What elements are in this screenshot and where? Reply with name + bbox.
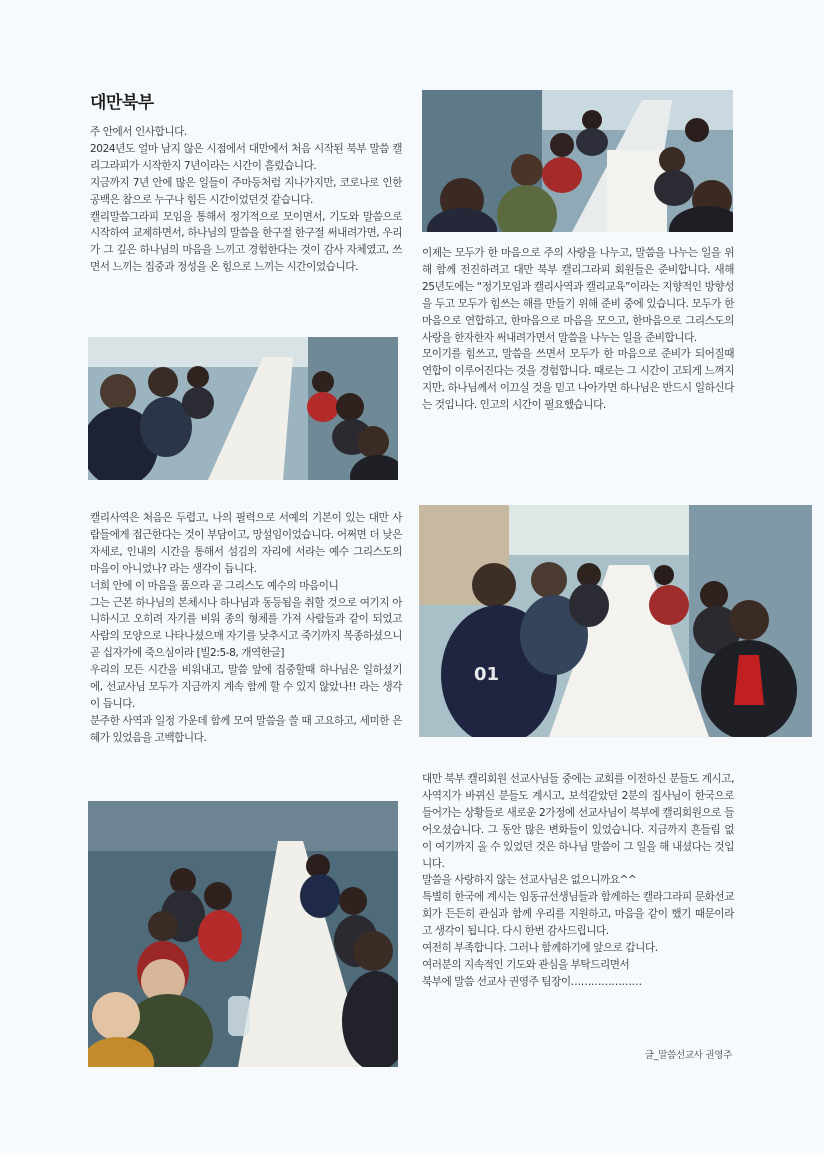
author-byline: 글_말씀선교사 권영주 <box>644 1050 732 1061</box>
text-line: 말씀을 사랑하지 않는 선교사님은 없으니까요^^ <box>422 874 637 887</box>
text-line: 특별히 한국에 계시는 임동규선생님들과 함께하는 캘라그라피 문화선교회가 든든히 관심과 함께 우리를 지원하고, 마음을 같이 했기 때문이라고 생각이 됩니다. 다시 한번 감사드립니다. <box>422 891 734 938</box>
sweater-number: 01 <box>474 664 500 685</box>
closing-paragraphs <box>422 771 734 991</box>
group-photo-3 <box>419 505 812 737</box>
text-line: 우리의 모든 시간을 비워내고, 말씀 앞에 집중할때 하나님은 일하셨기에, 선교사님 모두가 지금까지 계속 함께 할 수 있지 않았나!! 라는 생각이 듭니다. <box>90 664 402 710</box>
text-line: 2024년도 얼마 남지 않은 시점에서 대만에서 처음 시작된 북부 말씀 캘리그라피가 시작한지 7년이라는 시간이 흘렀습니다. <box>90 142 402 172</box>
text-line: 여전히 부족합니다. 그러나 함께하기에 앞으로 갑니다. <box>422 942 658 955</box>
group-photo-4 <box>88 801 398 1067</box>
text-line: 캘리사역은 처음은 두렵고, 나의 필력으로 서예의 기본이 있는 대만 사람들에게 접근한다는 것이 부담이고, 망설임이었습니다. 어쩌면 더 낮은 자세로, 인내의 시간을 통해서 섬김의 자리에 서라는 예수 그리스도의 마음이 아니었나? 라는 생각이 듭니다. <box>90 512 402 575</box>
group-photo-1 <box>422 90 733 232</box>
text-line: 모이기를 힘쓰고, 말씀을 쓰면서 모두가 한 마음으로 준비가 되어질때 연합이 이루어진다는 것을 경험합니다. 때로는 그 시간이 고되게 느껴지지만, 하나님께서 이끄실 것을 믿고 나아가면 하나님은 반드시 일하신다는 것입니다. 인고의 시간이 필요했습니다. <box>422 348 734 412</box>
ministry-paragraphs <box>90 510 402 747</box>
text-line: 분주한 사역과 일정 가운데 함께 모여 말씀을 쓸 때 고요하고, 세미한 은혜가 있었음을 고백합니다. <box>90 714 402 744</box>
text-line: 너희 안에 이 마음을 품으라 곧 그리스도 예수의 마음이니 <box>90 579 339 592</box>
text-line: 주 안에서 인사합니다. <box>90 126 187 138</box>
text-line: 이제는 모두가 한 마음으로 주의 사랑을 나누고, 말씀을 나누는 일을 위해 함께 전진하려고 대만 북부 캘리그라피 회원들은 준비합니다. 새해 25년도에는 “정기모임과 캘리사역과 캘리교육”이라는 지향적인 방향성을 두고 모두가 힘쓰는 해를 만들기 위해 준비 중에 있습니다. 모두가 한마음으로 연합하고, 한마음으로 마음을 모으고, 한마음으로 그리스도의 사랑을 한자한자 써내려가면서 말씀을 나누는 일을 준비합니다. <box>422 247 734 344</box>
text-line: 대만 북부 캘리회원 선교사님들 중에는 교회를 이전하신 분들도 계시고, 사역지가 바뀌신 분들도 계시고, 보석같았던 2분의 집사님이 한국으로 들어가는 상황들로 새로운 2가정에 선교사님이 북부에 캘리회원으로 들어오셨습니다. 그 동안 많은 변화들이 있었습니다. 지금까지 흔들림 없이 여기까지 올 수 있었던 것은 하나님 말씀이 그 일을 해 내셨다는 것입니다. <box>422 773 734 870</box>
text-line: 여러분의 지속적인 기도와 관심을 부탁드리면서 <box>422 958 630 971</box>
text-line: 그는 근본 하나님의 본체시나 하나님과 동등됨을 취할 것으로 여기지 아니하시고 오히려 자기를 비워 종의 형체를 가져 사람들과 같이 되었고 사람의 모양으로 나타나셨으매 자기를 낮추시고 죽기까지 복종하셨으니 곧 십자가에 죽으심이라 [빌2:5-8, 개역한글] <box>90 596 402 660</box>
group-photo-2 <box>88 337 398 480</box>
plan-paragraphs <box>422 245 734 414</box>
text-line: 캘리말씀그라피 모임을 통해서 정기적으로 모이면서, 기도와 말씀으로 시작하여 교제하면서, 하나님의 말씀을 한구절 한구절 써내려가면, 우리가 그 깊은 하나님의 마음을 느끼고 경험한다는 것이 감사 자체였고, 쓰면서 느끼는 집중과 정성을 온 힘으로 느끼는 시간이었습니다. <box>90 210 402 274</box>
text-line: 지금까지 7년 안에 많은 일들이 주마등처럼 지나가지만, 코로나로 인한 공백은 참으로 누구나 힘든 시간이었던것 같습니다. <box>90 176 402 206</box>
text-line: 북부에 말씀 선교사 권영주 팀장이………………… <box>422 975 642 988</box>
article-title: 대만북부 <box>90 93 154 113</box>
intro-paragraphs <box>90 124 402 276</box>
